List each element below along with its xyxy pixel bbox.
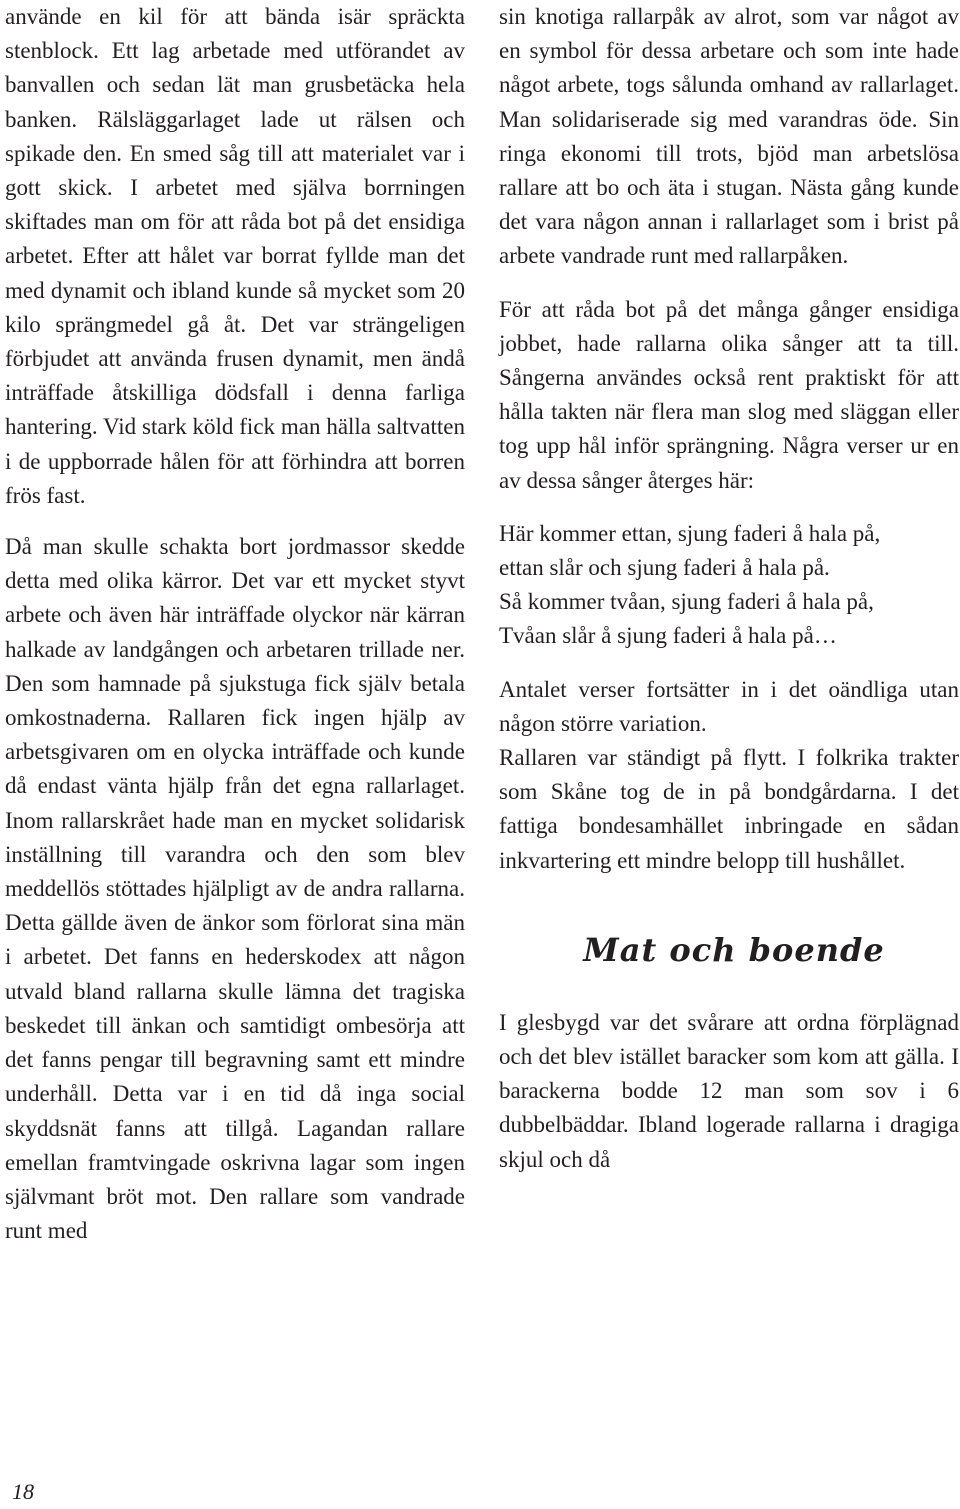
body-paragraph: Rallaren var ständigt på flytt. I folkrika trakter som Skåne tog de in på bondgårdarna. I det fattiga bondesamhället inbringade en sådan inkvartering ett mindre belopp till hushållet. <box>499 745 959 873</box>
page-number: 18 <box>12 1479 34 1504</box>
song-line: Så kommer tvåan, sjung faderi å hala på, <box>499 589 874 615</box>
body-paragraph: Antalet verser fortsätter in i det oändliga utan någon större variation. <box>499 676 959 736</box>
song-verses <box>499 517 959 654</box>
left-column <box>5 0 465 1248</box>
song-line: Här kommer ettan, sjung faderi å hala på, <box>499 520 881 546</box>
section-heading: Mat och boende <box>583 930 885 969</box>
song-line: ettan slår och sjung faderi å hala på. <box>499 555 830 581</box>
body-paragraph: I glesbygd var det svårare att ordna förplägnad och det blev istället baracker som kom att gälla. I barackerna bodde 12 man som sov i 6 dubbelbäddar. Ibland logerade rallarna i dragiga skjul och då <box>499 1009 959 1172</box>
body-paragraph: Då man skulle schakta bort jordmassor skedde detta med olika kärror. Det var ett mycket styvt arbete och även här inträffade olyckor när kärran halkade av landgången och arbetaren trillade ner. Den som hamnade på sjukstuga fick själv betala omkostnaderna. Rallaren fick ingen hjälp av arbetsgivaren om en olycka inträffade och kunde då endast vänta hjälp från det egna rallarlaget. Inom rallarskrået hade man en mycket solidarisk inställning till varandra och den som blev meddellös stöttades hjälpligt av de andra rallarna. Detta gällde även de änkor som förlorat sina män i arbetet. Det fanns en hederskodex att någon utvald bland rallarna skulle lämna det tragiska beskedet till änkan och samtidigt ombesörja att det fanns pengar till begravning samt ett mindre underhåll. Detta var i en tid då inga social skyddsnät fanns att tillgå. Lagandan rallare emellan framtvingade oskrivna lagar som ingen självmant bröt mot. Den rallare som vandrade runt med <box>5 534 465 1244</box>
body-paragraph: sin knotiga rallarpåk av alrot, som var något av en symbol för dessa arbetare och som inte hade något arbete, togs sålunda omhand av rallarlaget. Man solidariserade sig med varandras öde. Sin ringa ekonomi till trots, bjöd man arbetslösa rallare att bo och äta i stugan. Nästa gång kunde det vara någon annan i rallarlaget som i brist på arbete vandrade runt med rallarpåken. <box>499 4 959 269</box>
body-paragraph: använde en kil för att bända isär spräckta stenblock. Ett lag arbetade med utförandet av banvallen och sedan lät man grusbetäcka hela banken. Rälsläggarlaget lade ut rälsen och spikade den. En smed såg till att materialet var i gott skick. I arbetet med själva borrningen skiftades man om för att råda bot på det ensidiga arbetet. Efter att hålet var borrat fyllde man det med dynamit och ibland kunde så mycket som 20 kilo sprängmedel gå åt. Det var strängeligen förbjudet att använda frusen dynamit, men ändå inträffade åtskilliga dödsfall i denna farliga hantering. Vid stark köld fick man hälla saltvatten i de uppborrade hålen för att förhindra att borren frös fast. <box>5 4 465 508</box>
song-line: Tvåan slår å sjung faderi å hala på… <box>499 623 837 649</box>
right-column <box>499 0 959 1177</box>
body-paragraph: För att råda bot på det många gånger ensidiga jobbet, hade rallarna olika sånger att ta till. Sångerna användes också rent praktiskt för att hålla takten när flera man slog med släggan eller tog upp hål inför sprängning. Några verser ur en av dessa sånger återges här: <box>499 296 959 493</box>
